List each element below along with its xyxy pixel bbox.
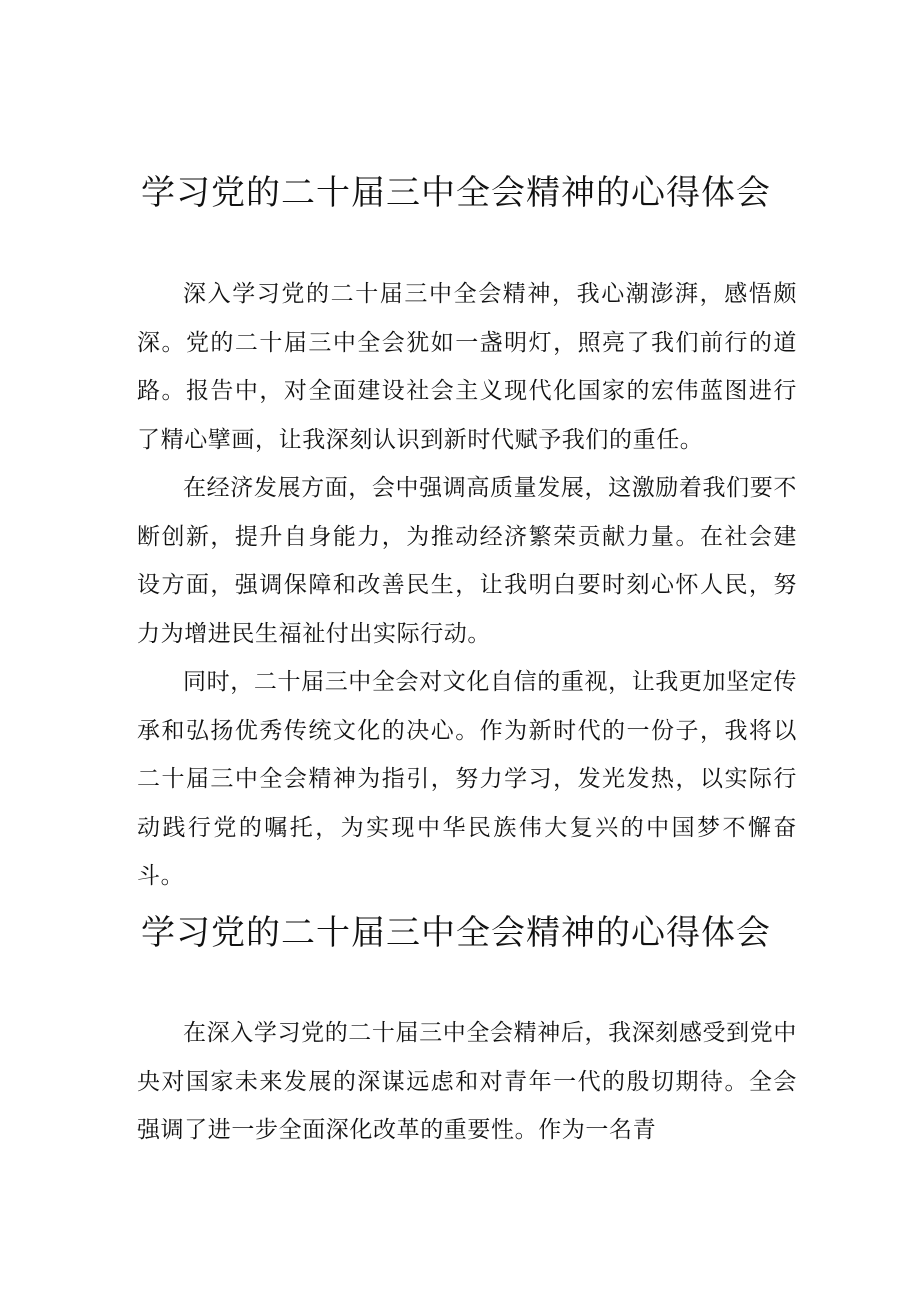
essay-body-1	[137, 270, 797, 901]
essay-body-2	[137, 1009, 797, 1155]
paragraph: 深入学习党的二十届三中全会精神，我心潮澎湃，感悟颇深。党的二十届三中全会犹如一盏明灯，照亮了我们前行的道路。报告中，对全面建设社会主义现代化国家的宏伟蓝图进行了精心擘画，让我深刻认识到新时代赋予我们的重任。	[137, 281, 797, 453]
essay-title-2: 学习党的二十届三中全会精神的心得体会	[141, 913, 771, 953]
paragraph: 在经济发展方面，会中强调高质量发展，这激励着我们要不断创新，提升自身能力，为推动经济繁荣贡献力量。在社会建设方面，强调保障和改善民生，让我明白要时刻心怀人民，努力为增进民生福祉付出实际行动。	[137, 475, 797, 647]
paragraph: 同时，二十届三中全会对文化自信的重视，让我更加坚定传承和弘扬优秀传统文化的决心。作为新时代的一份子，我将以二十届三中全会精神为指引，努力学习，发光发热，以实际行动践行党的嘱托，为实现中华民族伟大复兴的中国梦不懈奋斗。	[137, 669, 797, 889]
essay-title-1: 学习党的二十届三中全会精神的心得体会	[141, 173, 771, 213]
paragraph: 在深入学习党的二十届三中全会精神后，我深刻感受到党中央对国家未来发展的深谋远虑和对青年一代的殷切期待。全会强调了进一步全面深化改革的重要性。作为一名青	[137, 1020, 797, 1143]
